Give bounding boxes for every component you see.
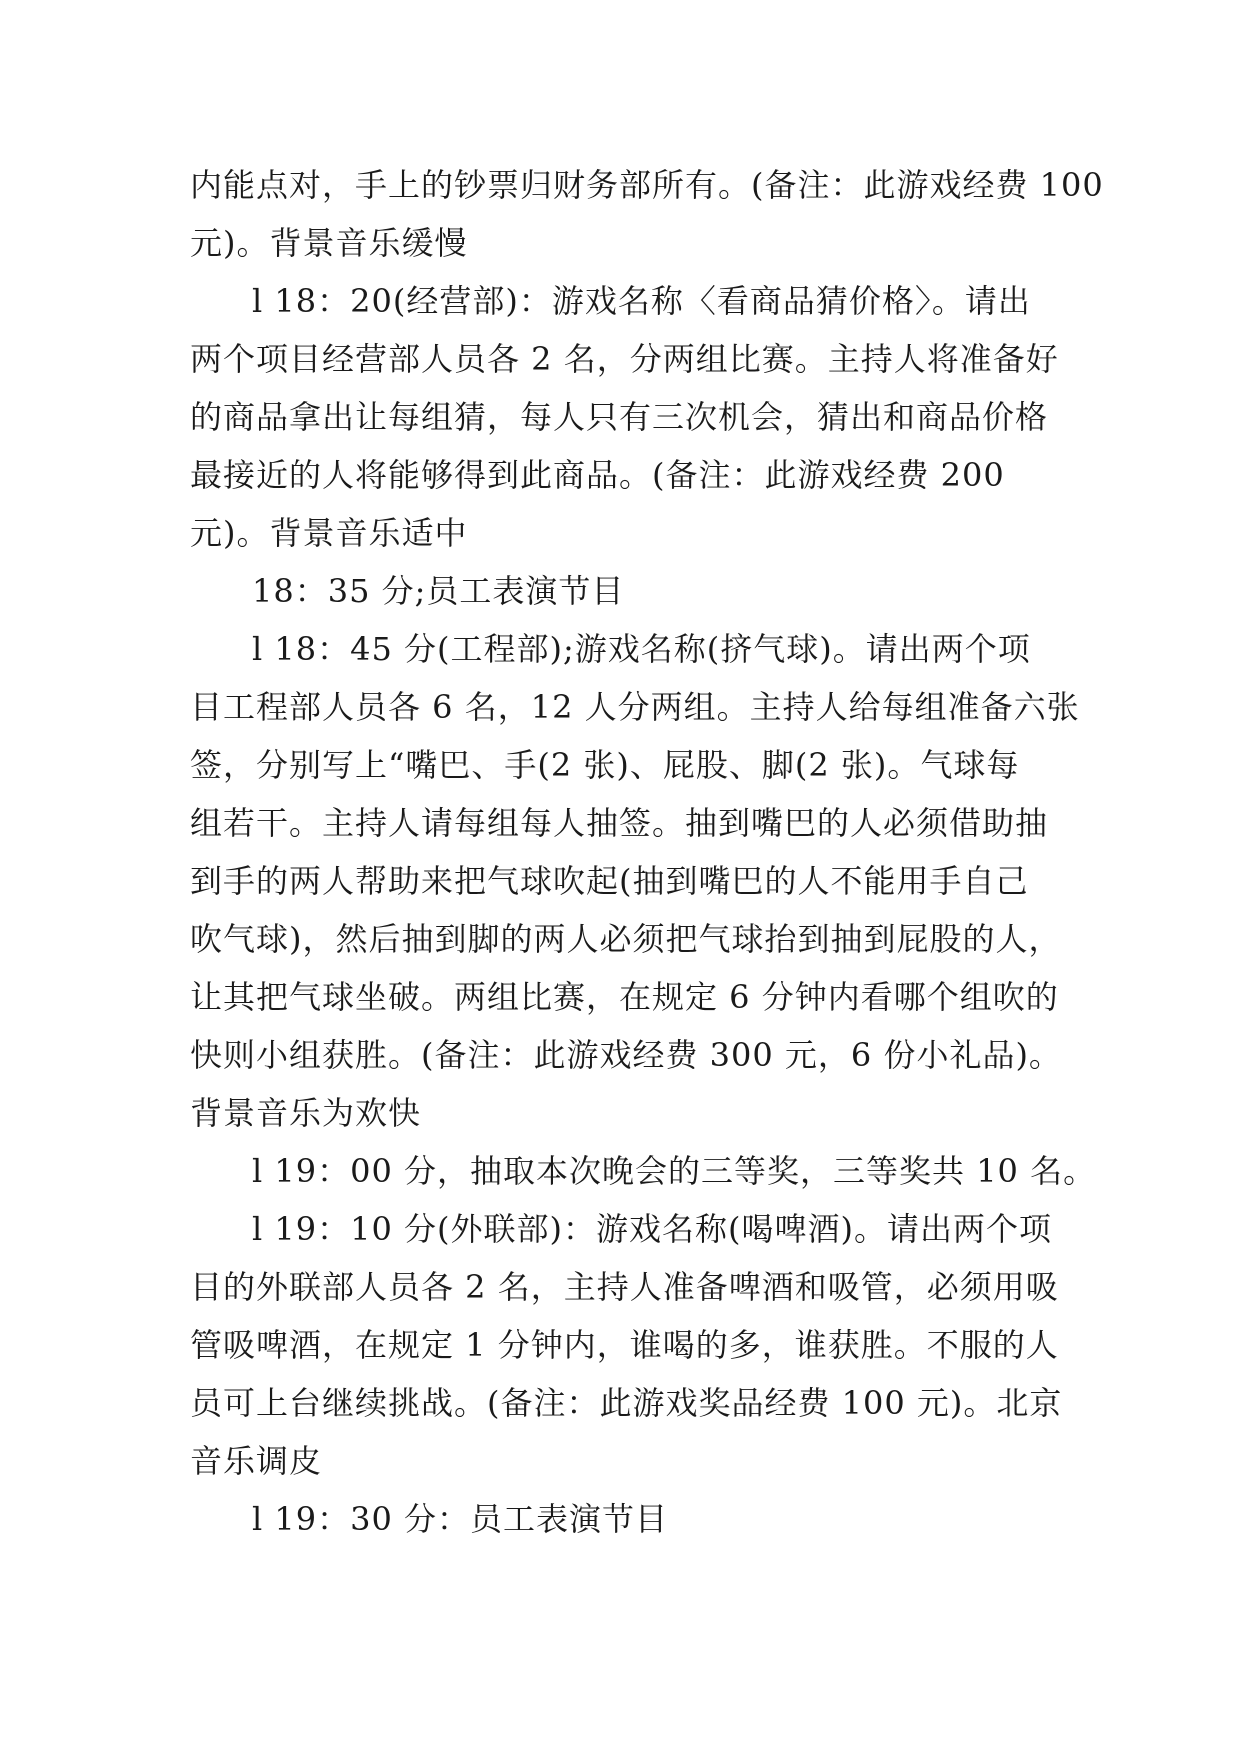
text-line: l 19：10 分(外联部)：游戏名称(喝啤酒)。请出两个项 bbox=[252, 1210, 1052, 1248]
text-line: l 18：45 分(工程部);游戏名称(挤气球)。请出两个项 bbox=[252, 630, 1031, 668]
text-line: l 18：20(经营部)：游戏名称〈看商品猜价格〉。请出 bbox=[252, 282, 1031, 320]
text-line: 的商品拿出让每组猜，每人只有三次机会，猜出和商品价格 bbox=[190, 398, 1049, 436]
text-line: 快则小组获胜。(备注：此游戏经费 300 元，6 份小礼品)。 bbox=[190, 1036, 1062, 1074]
text-line: 最接近的人将能够得到此商品。(备注：此游戏经费 200 bbox=[190, 456, 1005, 494]
text-line: 目工程部人员各 6 名，12 人分两组。主持人给每组准备六张 bbox=[190, 688, 1080, 726]
text-line: 元)。背景音乐缓慢 bbox=[190, 224, 468, 262]
text-line: 组若干。主持人请每组每人抽签。抽到嘴巴的人必须借助抽 bbox=[190, 804, 1049, 842]
text-line: 音乐调皮 bbox=[190, 1442, 323, 1480]
text-line: 管吸啤酒，在规定 1 分钟内，谁喝的多，谁获胜。不服的人 bbox=[190, 1326, 1059, 1364]
document-body bbox=[190, 156, 1104, 1548]
text-line: l 19：00 分，抽取本次晚会的三等奖，三等奖共 10 名。 bbox=[252, 1152, 1097, 1190]
text-line: 让其把气球坐破。两组比赛，在规定 6 分钟内看哪个组吹的 bbox=[190, 978, 1059, 1016]
text-line: l 19：30 分：员工表演节目 bbox=[252, 1500, 669, 1538]
text-line: 背景音乐为欢快 bbox=[190, 1094, 422, 1132]
text-line: 到手的两人帮助来把气球吹起(抽到嘴巴的人不能用手自己 bbox=[190, 862, 1029, 900]
text-line: 内能点对，手上的钞票归财务部所有。(备注：此游戏经费 100 bbox=[190, 166, 1104, 204]
text-line: 目的外联部人员各 2 名，主持人准备啤酒和吸管，必须用吸 bbox=[190, 1268, 1059, 1306]
text-line: 18：35 分;员工表演节目 bbox=[252, 572, 625, 610]
text-line: 员可上台继续挑战。(备注：此游戏奖品经费 100 元)。北京 bbox=[190, 1384, 1063, 1422]
text-line: 元)。背景音乐适中 bbox=[190, 514, 468, 552]
text-line: 签，分别写上“嘴巴、手(2 张)、屁股、脚(2 张)。气球每 bbox=[190, 746, 1020, 784]
text-line: 吹气球)，然后抽到脚的两人必须把气球抬到抽到屁股的人， bbox=[190, 920, 1062, 958]
text-line: 两个项目经营部人员各 2 名，分两组比赛。主持人将准备好 bbox=[190, 340, 1059, 378]
